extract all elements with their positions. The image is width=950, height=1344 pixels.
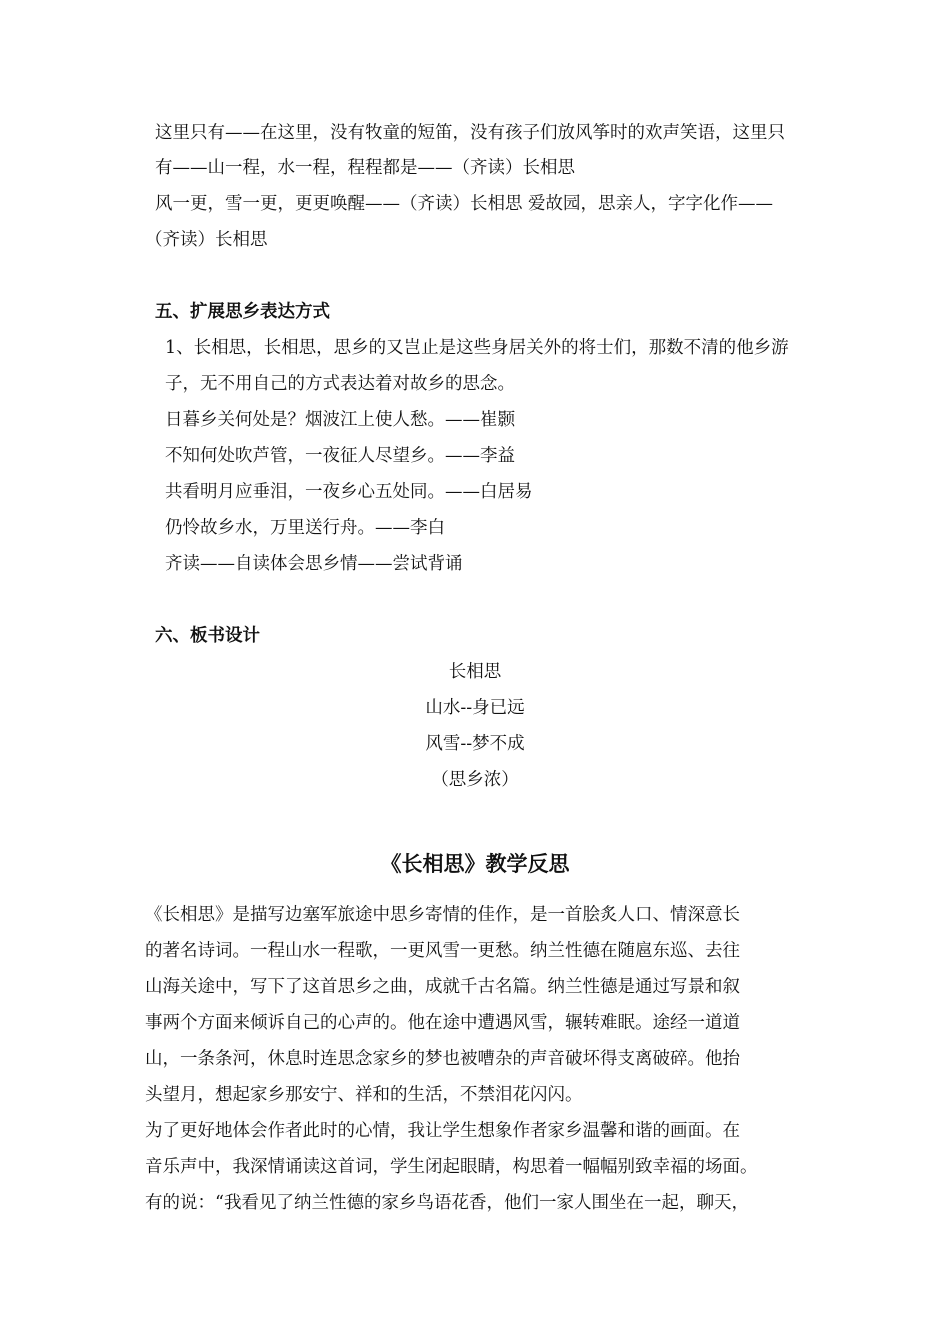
reflection-line-2: 的著名诗词。一程山水一程歌，一更风雪一更愁。纳兰性德在随扈东巡、去往 [145, 941, 740, 961]
reflection-line-3: 山海关途中，写下了这首思乡之曲，成就千古名篇。纳兰性德是通过写景和叙 [145, 977, 740, 997]
reflection-line-4: 事两个方面来倾诉自己的心声的。他在途中遭遇风雪，辗转难眠。途经一道道 [145, 1013, 740, 1033]
reflection-title: 《长相思》教学反思 [380, 851, 570, 876]
reflection-line-1: 《长相思》是描写边塞军旅途中思乡寄情的佳作，是一首脍炙人口、情深意长 [145, 905, 740, 925]
section5-line-2: 子，无不用自己的方式表达着对故乡的思念。 [165, 374, 515, 394]
intro-line-2: 有——山一程，水一程，程程都是——（齐读）长相思 [155, 158, 575, 178]
board-line-theme: （思乡浓） [431, 770, 519, 790]
reflection-line-8: 音乐声中，我深情诵读这首词，学生闭起眼睛，构思着一幅幅别致幸福的场面。 [145, 1157, 758, 1177]
intro-line-1: 这里只有——在这里，没有牧童的短笛，没有孩子们放风筝时的欢声笑语，这里只 [155, 123, 785, 143]
intro-line-4: （齐读）长相思 [145, 230, 268, 250]
section6-heading: 六、板书设计 [155, 626, 260, 646]
reflection-line-6: 头望月，想起家乡那安宁、祥和的生活，不禁泪花闪闪。 [145, 1085, 583, 1105]
section5-reading-steps: 齐读——自读体会思乡情——尝试背诵 [165, 554, 463, 574]
board-line-wind: 风雪--梦不成 [425, 734, 525, 754]
reflection-line-5: 山，一条条河，休息时连思念家乡的梦也被嘈杂的声音破坏得支离破碎。他抬 [145, 1049, 740, 1069]
poem-line-cuihao: 日暮乡关何处是？烟波江上使人愁。——崔颢 [165, 410, 515, 430]
section5-heading: 五、扩展思乡表达方式 [155, 302, 330, 322]
reflection-line-9: 有的说：“我看见了纳兰性德的家乡鸟语花香，他们一家人围坐在一起，聊天， [145, 1193, 749, 1213]
board-title: 长相思 [448, 662, 502, 682]
intro-line-3: 风一更，雪一更，更更唤醒——（齐读）长相思 爱故园，思亲人，字字化作—— [155, 194, 774, 214]
poem-line-libai: 仍怜故乡水，万里送行舟。——李白 [165, 518, 445, 538]
poem-line-liyi: 不知何处吹芦管，一夜征人尽望乡。——李益 [165, 446, 515, 466]
poem-line-baijuyi: 共看明月应垂泪，一夜乡心五处同。——白居易 [165, 482, 533, 502]
board-line-mountains: 山水--身已远 [425, 698, 525, 718]
section5-line-1: 1、长相思，长相思，思乡的又岂止是这些身居关外的将士们，那数不清的他乡游 [165, 338, 789, 358]
reflection-line-7: 为了更好地体会作者此时的心情，我让学生想象作者家乡温馨和谐的画面。在 [145, 1121, 740, 1141]
